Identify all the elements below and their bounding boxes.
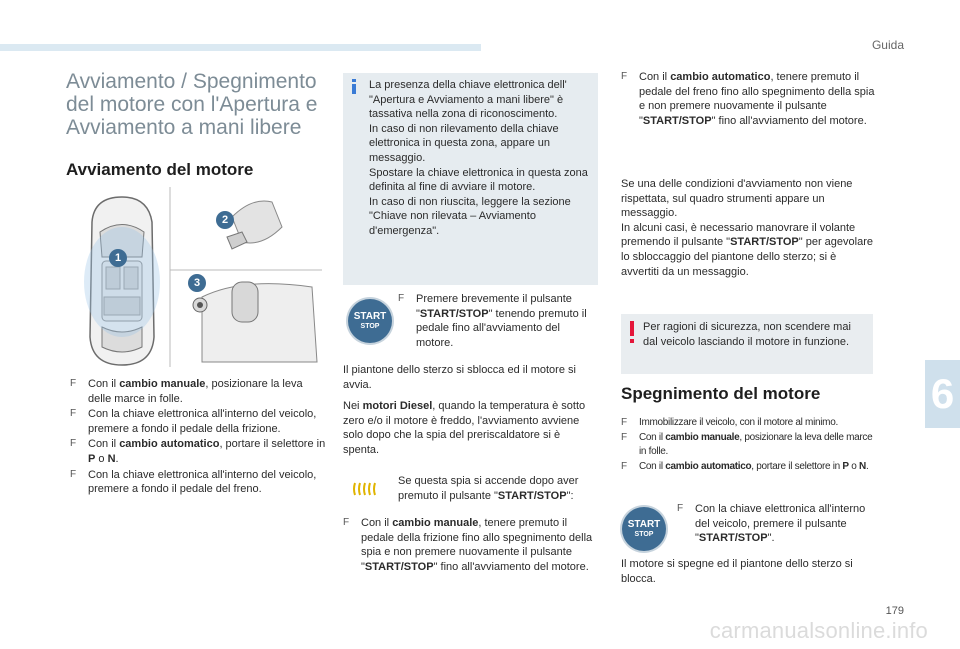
manual-repeat-step: F Con il cambio manuale, tenere premuto il pedale della frizione fino allo spegnimento della spia e non premere nuovamente il pulsante "START/STOP" fino all'avviamento del motore.	[343, 517, 593, 573]
start-steps-list	[70, 377, 328, 498]
page-number: 179	[885, 605, 904, 617]
glow-light-note: Se questa spia si accende dopo aver premuto il pulsante "START/STOP":	[398, 475, 579, 502]
stop-step-manual: F Con il cambio manuale, posizionare la leva delle marce in folle.	[621, 432, 873, 457]
start-stop-icon: START STOP	[348, 299, 392, 343]
header-section-label: Guida	[871, 38, 904, 52]
callout-1: 1	[109, 249, 127, 267]
top-accent-bar	[0, 44, 481, 51]
callout-3: 3	[188, 274, 206, 292]
start-step-manual: F Con il cambio manuale, posizionare la leva delle marce in folle.	[70, 378, 303, 405]
auto-repeat-step: F Con il cambio automatico, tenere premuto il pedale del freno fino allo spegnimento della spia e non premere nuovamente il pulsante "START/STOP" fino all'avviamento del motore.	[621, 71, 875, 127]
start-step-automatic: F Con il cambio automatico, portare il selettore in P o N.	[70, 438, 326, 465]
stop-press-step: F Con la chiave elettronica all'interno del veicolo, premere il pulsante "START/STOP".	[677, 503, 866, 545]
stop-steps-list	[621, 416, 879, 475]
stop-step-automatic: F Con il cambio automatico, portare il selettore in P o N.	[621, 461, 869, 472]
auto-repeat-list	[621, 70, 876, 129]
press-start-step: F Premere brevemente il pulsante "START/STOP" tenendo premuto il pedale fino all'avviamento del motore.	[398, 293, 587, 349]
warning-text: Per ragioni di sicurezza, non scendere mai dal veicolo lasciando il motore in funzione.	[643, 321, 851, 348]
press-step-list	[398, 292, 588, 351]
section-title-start: Avviamento del motore	[66, 160, 254, 179]
warning-exclamation-icon	[629, 321, 635, 343]
steering-unlock-text: Il piantone dello sterzo si sblocca ed il motore si avvia.	[343, 364, 576, 391]
start-step-brake: F Con la chiave elettronica all'interno del veicolo, premere a fondo il pedale del freno.	[70, 468, 317, 496]
callout-2: 2	[216, 211, 234, 229]
info-box-text: La presenza della chiave elettronica dell' "Apertura e Avviamento a mani libere" è tassativa nella zona di riconoscimento. In caso di non rilevamento della chiave elettronica in questa zona, appare un messaggio. Spostare la chiave elettronica in questa zona definita al fine di avviare il motore. In caso di non riuscita, leggere la sezione "Chiave non rilevata – Avviamento d'emergenza".	[369, 79, 588, 237]
conditions-note: Se una delle condizioni d'avviamento non viene rispettata, sul quadro strumenti appare un messaggio. In alcuni casi, è necessario manovrare il volante premendo il pulsante "START/STOP" per agevolare lo sbloccaggio del piantone dello sterzo; si è avvertiti da un messaggio.	[621, 178, 873, 278]
stop-step-immobilize: F Immobilizzare il veicolo, con il motore al minimo.	[621, 417, 838, 428]
watermark-text: carmanualsonline.info	[709, 618, 928, 643]
start-step-clutch: F Con la chiave elettronica all'interno del veicolo, premere a fondo il pedale della frizione.	[70, 408, 317, 435]
diesel-note: Nei motori Diesel, quando la temperatura è sotto zero e/o il motore è freddo, l'avviamento avviene solo dopo che la spia del preriscaldatore si è spenta.	[343, 400, 586, 456]
info-icon	[352, 79, 356, 94]
vehicle-figure	[82, 187, 322, 367]
glow-plug-icon	[352, 481, 378, 497]
stop-final-text: Il motore si spegne ed il piantone dello sterzo si blocca.	[621, 558, 853, 585]
stop-press-list	[677, 502, 877, 547]
section-title-stop: Spegnimento del motore	[621, 384, 821, 403]
page-title: Avviamento / Spegnimento del motore con l'Apertura e Avviamento a mani libere	[66, 70, 318, 139]
start-stop-icon-2: START STOP	[622, 507, 666, 551]
chapter-tab: 6	[925, 360, 960, 428]
manual-repeat-list	[343, 516, 598, 575]
